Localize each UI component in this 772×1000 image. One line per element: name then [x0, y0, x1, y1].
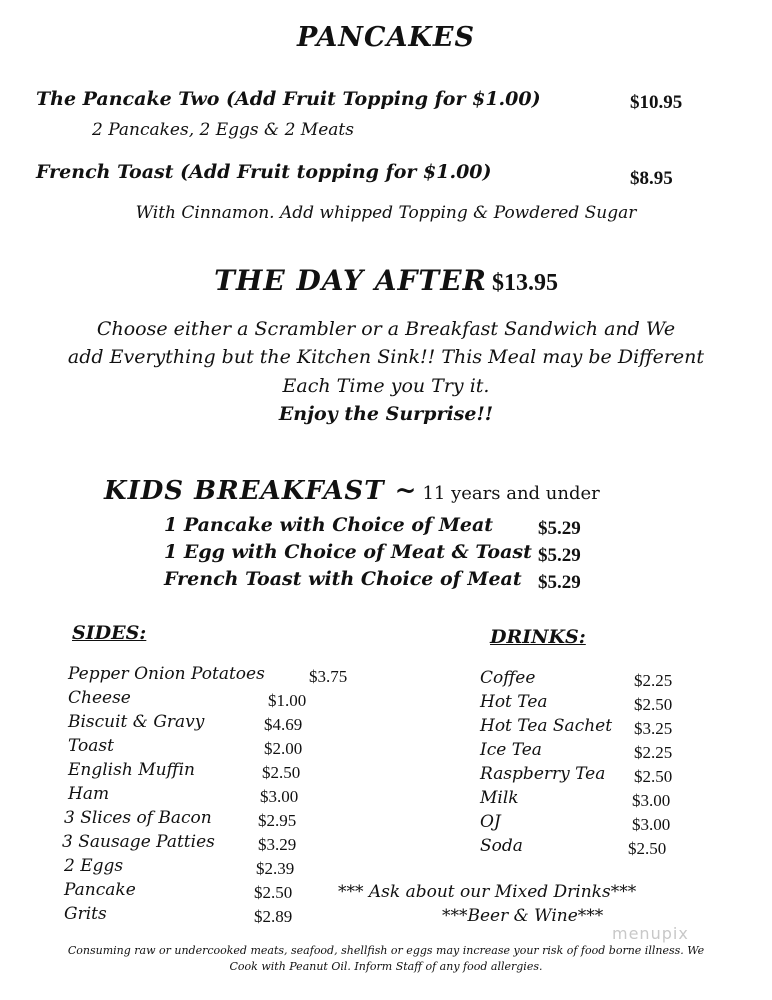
drink-price: $3.00 [632, 791, 671, 810]
day-after-price: $13.95 [491, 270, 558, 296]
side-name: Grits [64, 904, 107, 924]
drink-price: $2.50 [634, 695, 673, 714]
side-name: Toast [68, 736, 114, 756]
drink-price: $2.50 [628, 839, 667, 858]
drink-name: Coffee [480, 668, 536, 688]
list-item [480, 692, 673, 714]
list-item [480, 716, 673, 738]
side-price: $2.95 [258, 811, 297, 830]
mixed-drinks-note: *** Ask about our Mixed Drinks*** [338, 882, 637, 902]
side-price: $4.69 [264, 715, 303, 734]
side-name: Cheese [68, 688, 131, 708]
drink-name: Hot Tea Sachet [480, 716, 613, 736]
footer-line2: Cook with Peanut Oil. Inform Staff of any food allergies. [229, 960, 543, 973]
side-price: $3.29 [258, 835, 297, 854]
list-item [480, 812, 671, 834]
list-item [480, 668, 673, 690]
day-after-line1: Choose either a Scrambler or a Breakfast Sandwich and We [96, 318, 676, 340]
side-price: $2.50 [262, 763, 301, 782]
drink-price: $2.50 [634, 767, 673, 786]
list-item [64, 880, 293, 902]
kids-item-2-price: $5.29 [538, 545, 581, 566]
drink-name: OJ [480, 812, 501, 832]
side-name: English Muffin [68, 760, 195, 780]
list-item [480, 764, 673, 786]
kids-subtitle: 11 years and under [422, 483, 600, 504]
sides-heading: SIDES: [72, 622, 147, 644]
list-item [68, 688, 307, 710]
side-name: Biscuit & Gravy [68, 712, 205, 732]
side-name: 2 Eggs [64, 856, 124, 876]
list-item [480, 788, 671, 810]
drink-name: Hot Tea [480, 692, 548, 712]
drink-price: $3.00 [632, 815, 671, 834]
side-price: $1.00 [268, 691, 307, 710]
side-price: $3.75 [309, 667, 348, 686]
drink-price: $2.25 [634, 743, 673, 762]
list-item [68, 784, 299, 806]
pancake-two-name: The Pancake Two (Add Fruit Topping for $1.00) [36, 88, 541, 110]
kids-item-3-price: $5.29 [538, 572, 581, 593]
drink-name: Soda [480, 836, 523, 856]
side-price: $3.00 [260, 787, 299, 806]
kids-item-3-name: French Toast with Choice of Meat [164, 568, 522, 590]
drink-name: Raspberry Tea [480, 764, 606, 784]
pancake-two-desc: 2 Pancakes, 2 Eggs & 2 Meats [92, 120, 354, 140]
day-after-heading [0, 264, 772, 297]
kids-item-2-name: 1 Egg with Choice of Meat & Toast [164, 541, 532, 563]
list-item [68, 712, 303, 734]
side-price: $2.00 [264, 739, 303, 758]
list-item [64, 904, 293, 926]
french-toast-desc: With Cinnamon. Add whipped Topping & Powdered Sugar [135, 203, 637, 223]
french-toast-price: $8.95 [630, 168, 673, 189]
list-item [68, 664, 348, 686]
french-toast-name: French Toast (Add Fruit topping for $1.00) [36, 161, 492, 183]
list-item [64, 856, 295, 878]
footer-line1: Consuming raw or undercooked meats, seafood, shellfish or eggs may increase your risk of food borne illness. We [67, 944, 705, 957]
pancake-two-price: $10.95 [630, 92, 683, 113]
list-item [64, 808, 297, 830]
day-after-line3: Each Time you Try it. [282, 375, 490, 397]
list-item [68, 736, 303, 758]
pancakes-heading: PANCAKES [297, 22, 475, 53]
day-after-title: THE DAY AFTER [214, 264, 487, 297]
beer-wine-note: ***Beer & Wine*** [442, 906, 604, 926]
side-price: $2.50 [254, 883, 293, 902]
list-item [62, 832, 297, 854]
side-name: Ham [68, 784, 110, 804]
drink-name: Ice Tea [480, 740, 542, 760]
kids-item-1-name: 1 Pancake with Choice of Meat [164, 514, 494, 536]
drink-name: Milk [480, 788, 519, 808]
side-name: Pepper Onion Potatoes [68, 664, 265, 684]
side-price: $2.89 [254, 907, 293, 926]
side-name: 3 Slices of Bacon [64, 808, 212, 828]
list-item [480, 836, 667, 858]
drinks-heading: DRINKS: [490, 626, 586, 648]
list-item [480, 740, 673, 762]
watermark-logo: menupix [612, 924, 689, 943]
side-name: Pancake [64, 880, 136, 900]
day-after-line2: add Everything but the Kitchen Sink!! This Meal may be Different [67, 346, 705, 368]
side-name: 3 Sausage Patties [62, 832, 215, 852]
kids-title: KIDS BREAKFAST ~ [104, 476, 418, 506]
drink-price: $3.25 [634, 719, 673, 738]
drink-price: $2.25 [634, 671, 673, 690]
day-after-line4: Enjoy the Surprise!! [278, 403, 494, 425]
list-item [68, 760, 301, 782]
kids-heading [104, 476, 600, 506]
kids-item-1-price: $5.29 [538, 518, 581, 539]
side-price: $2.39 [256, 859, 295, 878]
